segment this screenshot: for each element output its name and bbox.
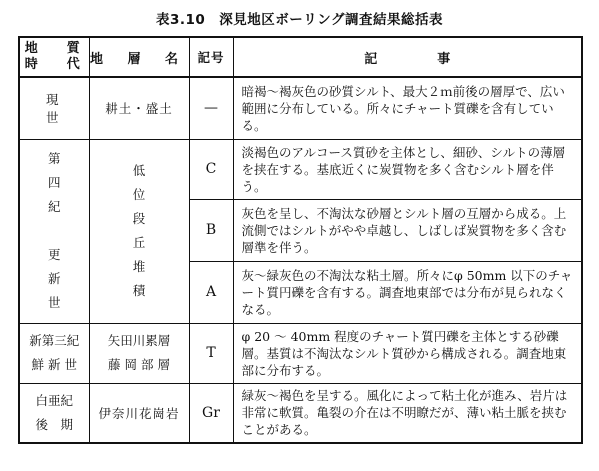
header-geologic-age: [19, 37, 89, 77]
symbol-cell: C: [189, 139, 233, 199]
formation-char: 積: [132, 283, 146, 298]
formation-char: 段: [132, 211, 146, 226]
table-row: [19, 77, 582, 139]
era-line: 後 期: [35, 416, 73, 432]
header-desc-right: 事: [437, 51, 511, 67]
formation-char: 丘: [132, 235, 146, 250]
era-line: 白亜紀: [35, 392, 73, 408]
era-cell-tertiary: [19, 323, 89, 383]
description-cell: 暗褐～褐灰色の砂質シルト、最大２ｍ前後の層厚で、広い範囲に分布している。所々にチャート質礫を含有している。: [233, 77, 582, 139]
header-era-line1: 地 質: [24, 41, 88, 56]
era-char: 更: [47, 247, 61, 262]
era-line: 新第三紀: [29, 333, 80, 348]
header-formation-name: 地 層 名: [89, 37, 189, 77]
description-cell: 緑灰～褐色を呈する。風化によって粘土化が進み、岩片は非常に軟質。亀裂の介在は不明瞭だが、薄い粘土脈を挟むことがある。: [233, 383, 582, 443]
description-cell: φ 20 ～ 40mm 程度のチャート質円礫を主体とする砂礫層。基質は不淘汰なシルト質砂から構成される。調査地東部に分布する。: [233, 323, 582, 383]
symbol-cell: A: [189, 261, 233, 323]
header-symbol: 記号: [189, 37, 233, 77]
era-char: 紀: [47, 199, 61, 214]
description-cell: 淡褐色のアルコース質砂を主体とし、細砂、シルトの薄層を挟在する。基底近くに炭質物を多く含むシルト層を伴う。: [233, 139, 582, 199]
era-cell: 現 世: [19, 77, 89, 139]
formation-cell-granite: 伊奈川花崗岩: [89, 383, 189, 443]
era-char: 第: [47, 151, 61, 166]
formation-cell-terrace: [89, 139, 189, 323]
formation-line: 藤 岡 部 層: [108, 357, 170, 372]
era-char: 世: [47, 295, 61, 310]
era-char: 四: [47, 175, 61, 190]
header-row: [19, 37, 582, 77]
era-cell-quaternary: [19, 139, 89, 323]
formation-char: 堆: [132, 259, 146, 274]
symbol-cell: Gr: [189, 383, 233, 443]
table-row: [19, 383, 582, 443]
description-cell: 灰～緑灰色の不淘汰な粘土層。所々にφ 50mm 以下のチャート質円礫を含有する。調査地東部では分布が見られなくなる。: [233, 261, 582, 323]
table-title: 表3.10 深見地区ボーリング調査結果総括表: [155, 12, 444, 28]
formation-cell-yatagawa: [89, 323, 189, 383]
table-row: [19, 139, 582, 199]
symbol-cell: T: [189, 323, 233, 383]
header-description: [233, 37, 582, 77]
formation-cell: 耕土・盛土: [89, 77, 189, 139]
symbol-cell: B: [189, 199, 233, 261]
formation-char: 低: [132, 163, 146, 178]
era-gap: [20, 219, 89, 243]
era-cell-cretaceous: [19, 383, 89, 443]
header-desc-left: 記: [364, 51, 438, 67]
boring-summary-table: [18, 36, 583, 444]
formation-line: 矢田川累層: [107, 333, 171, 348]
description-cell: 灰色を呈し、不淘汰な砂層とシルト層の互層から成る。上流側ではシルトがやや卓越し、しばしば炭質物を多く含む層準を伴う。: [233, 199, 582, 261]
era-char: 新: [47, 271, 61, 286]
header-era-line2: 時 代: [24, 57, 88, 72]
formation-char: 位: [132, 187, 146, 202]
symbol-cell: —: [189, 77, 233, 139]
table-row: [19, 323, 582, 383]
era-line: 鮮 新 世: [31, 357, 77, 372]
